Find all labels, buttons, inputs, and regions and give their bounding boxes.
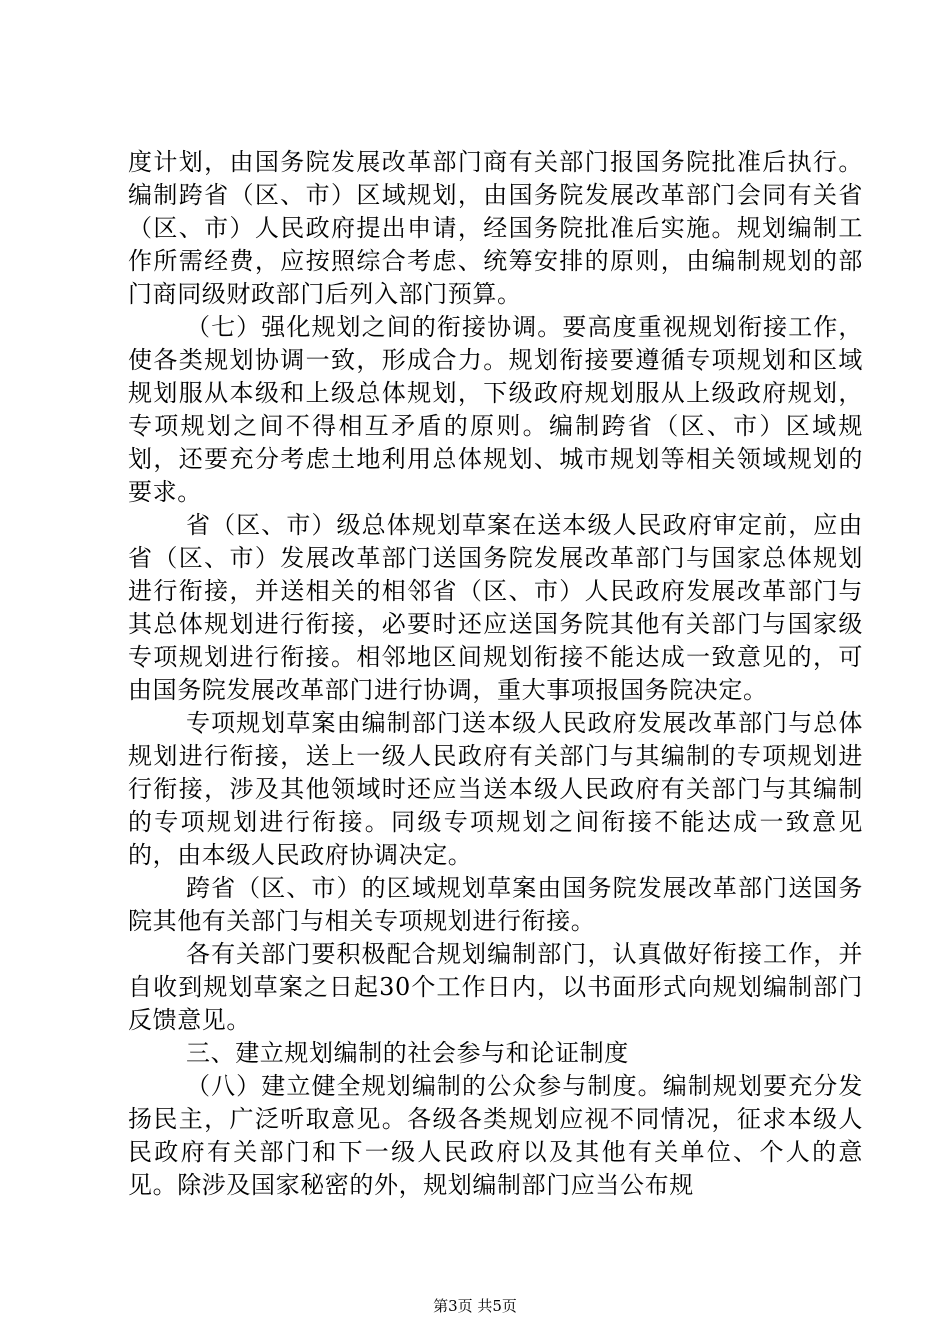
paragraph-regional-plan: 跨省（区、市）的区域规划草案由国务院发展改革部门送国务院其他有关部门与相关专项规划进行衔接。 [128,874,863,935]
paragraph-feedback: 各有关部门要积极配合规划编制部门，认真做好衔接工作，并自收到规划草案之日起30个工作日内，以书面形式向规划编制部门反馈意见。 [128,940,863,1034]
paragraph-provincial-plan: 省（区、市）级总体规划草案在送本级人民政府审定前，应由省（区、市）发展改革部门送国务院发展改革部门与国家总体规划进行衔接，并送相关的相邻省（区、市）人民政府发展改革部门与其总体规划进行衔接，必要时还应送国务院其他有关部门与国家级专项规划进行衔接。相邻地区间规划衔接不能达成一致意见的，可由国务院发展改革部门进行协调，重大事项报国务院决定。 [128,511,863,704]
paragraph-section-8: （八）建立健全规划编制的公众参与制度。编制规划要充分发扬民主，广泛听取意见。各级各类规划应视不同情况，征求本级人民政府有关部门和下一级人民政府以及其他有关单位、个人的意见。除涉及国家秘密的外，规划编制部门应当公布规 [128,1072,863,1199]
section-heading-3: 三、建立规划编制的社会参与和论证制度 [186,1039,629,1067]
paragraph-continuation: 度计划，由国务院发展改革部门商有关部门报国务院批准后执行。编制跨省（区、市）区域规划，由国务院发展改革部门会同有关省（区、市）人民政府提出申请，经国务院批准后实施。规划编制工作所需经费，应按照综合考虑、统筹安排的原则，由编制规划的部门商同级财政部门后列入部门预算。 [128,148,863,308]
document-body [128,146,863,1202]
paragraph-section-7: （七）强化规划之间的衔接协调。要高度重视规划衔接工作，使各类规划协调一致，形成合力。规划衔接要遵循专项规划和区域规划服从本级和上级总体规划，下级政府规划服从上级政府规划，专项规划之间不得相互矛盾的原则。编制跨省（区、市）区域规划，还要充分考虑土地利用总体规划、城市规划等相关领域规划的要求。 [128,313,863,506]
page-number-footer: 第3页 共5页 [433,1297,517,1315]
paragraph-special-plan: 专项规划草案由编制部门送本级人民政府发展改革部门与总体规划进行衔接，送上一级人民政府有关部门与其编制的专项规划进行衔接，涉及其他领域时还应当送本级人民政府有关部门与其编制的专项规划进行衔接。同级专项规划之间衔接不能达成一致意见的，由本级人民政府协调决定。 [128,709,863,869]
